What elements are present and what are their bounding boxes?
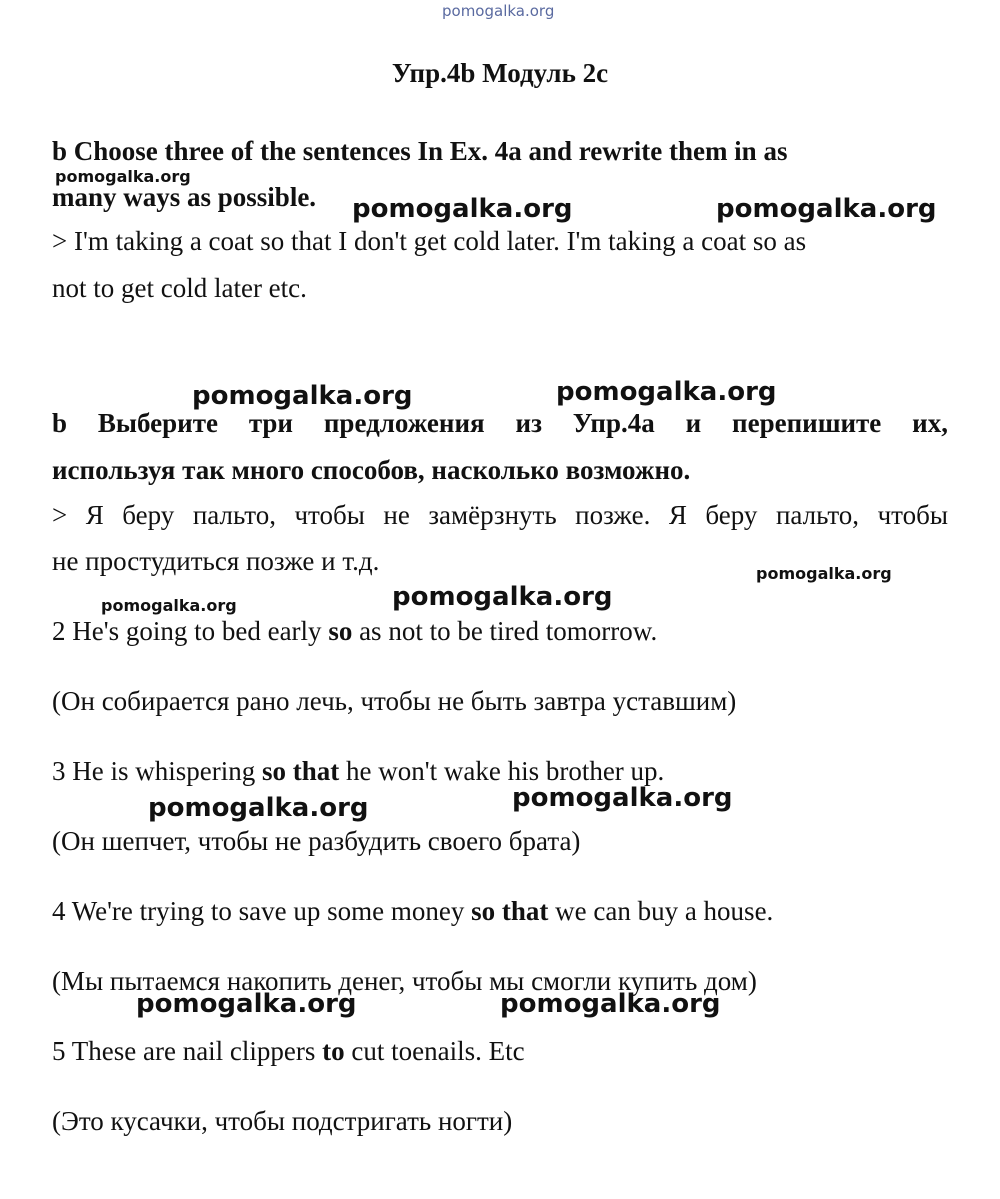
- watermark: pomogalka.org: [352, 194, 573, 224]
- item-translation-4: (Мы пытаемся накопить денег, чтобы мы смогли купить дом): [52, 966, 757, 996]
- russian-task-line-2: используя так много способов, насколько возможно.: [52, 455, 691, 485]
- page-title: Упр.4b Модуль 2c: [391, 58, 609, 88]
- russian-example-line-1: > Я беру пальто, чтобы не замёрзнуть позже. Я беру пальто, чтобы: [52, 500, 948, 530]
- watermark: pomogalka.org: [136, 989, 357, 1019]
- watermark: pomogalka.org: [500, 989, 721, 1019]
- watermark: pomogalka.org: [556, 377, 777, 407]
- watermark: pomogalka.org: [148, 793, 369, 823]
- item-sentence-2: 2 He's going to bed early so as not to be tired tomorrow.: [52, 616, 658, 646]
- key-phrase: so that: [261, 756, 340, 786]
- watermark: pomogalka.org: [392, 582, 613, 612]
- item-sentence-5: 5 These are nail clippers to cut toenails. Etc: [52, 1036, 525, 1066]
- key-phrase: to: [322, 1036, 345, 1066]
- watermark: pomogalka.org: [55, 167, 191, 186]
- item-sentence-4: 4 We're trying to save up some money so that we can buy a house.: [52, 896, 774, 926]
- key-phrase: so that: [471, 896, 549, 926]
- watermark-top: pomogalka.org: [442, 2, 555, 20]
- key-phrase: so: [328, 616, 353, 646]
- watermark: pomogalka.org: [512, 783, 733, 813]
- english-example-line-1: > I'm taking a coat so that I don't get cold later. I'm taking a coat so as: [52, 226, 807, 256]
- item-translation-2: (Он собирается рано лечь, чтобы не быть завтра уставшим): [52, 686, 737, 716]
- russian-task-line-1: b Выберите три предложения из Упр.4а и перепишите их,: [52, 408, 948, 438]
- english-task-line-1: b Choose three of the sentences In Ex. 4a and rewrite them in as: [52, 136, 788, 166]
- item-sentence-3: 3 He is whispering so that he won't wake his brother up.: [52, 756, 665, 786]
- english-example-line-2: not to get cold later etc.: [52, 273, 307, 303]
- english-task-line-2: many ways as possible.: [52, 182, 317, 212]
- item-translation-5: (Это кусачки, чтобы подстригать ногти): [52, 1106, 513, 1136]
- watermark: pomogalka.org: [716, 194, 937, 224]
- item-translation-3: (Он шепчет, чтобы не разбудить своего брата): [52, 826, 581, 856]
- russian-example-line-2: не простудиться позже и т.д.: [52, 546, 380, 576]
- watermark: pomogalka.org: [101, 596, 237, 615]
- watermark: pomogalka.org: [192, 381, 413, 411]
- watermark: pomogalka.org: [756, 564, 892, 583]
